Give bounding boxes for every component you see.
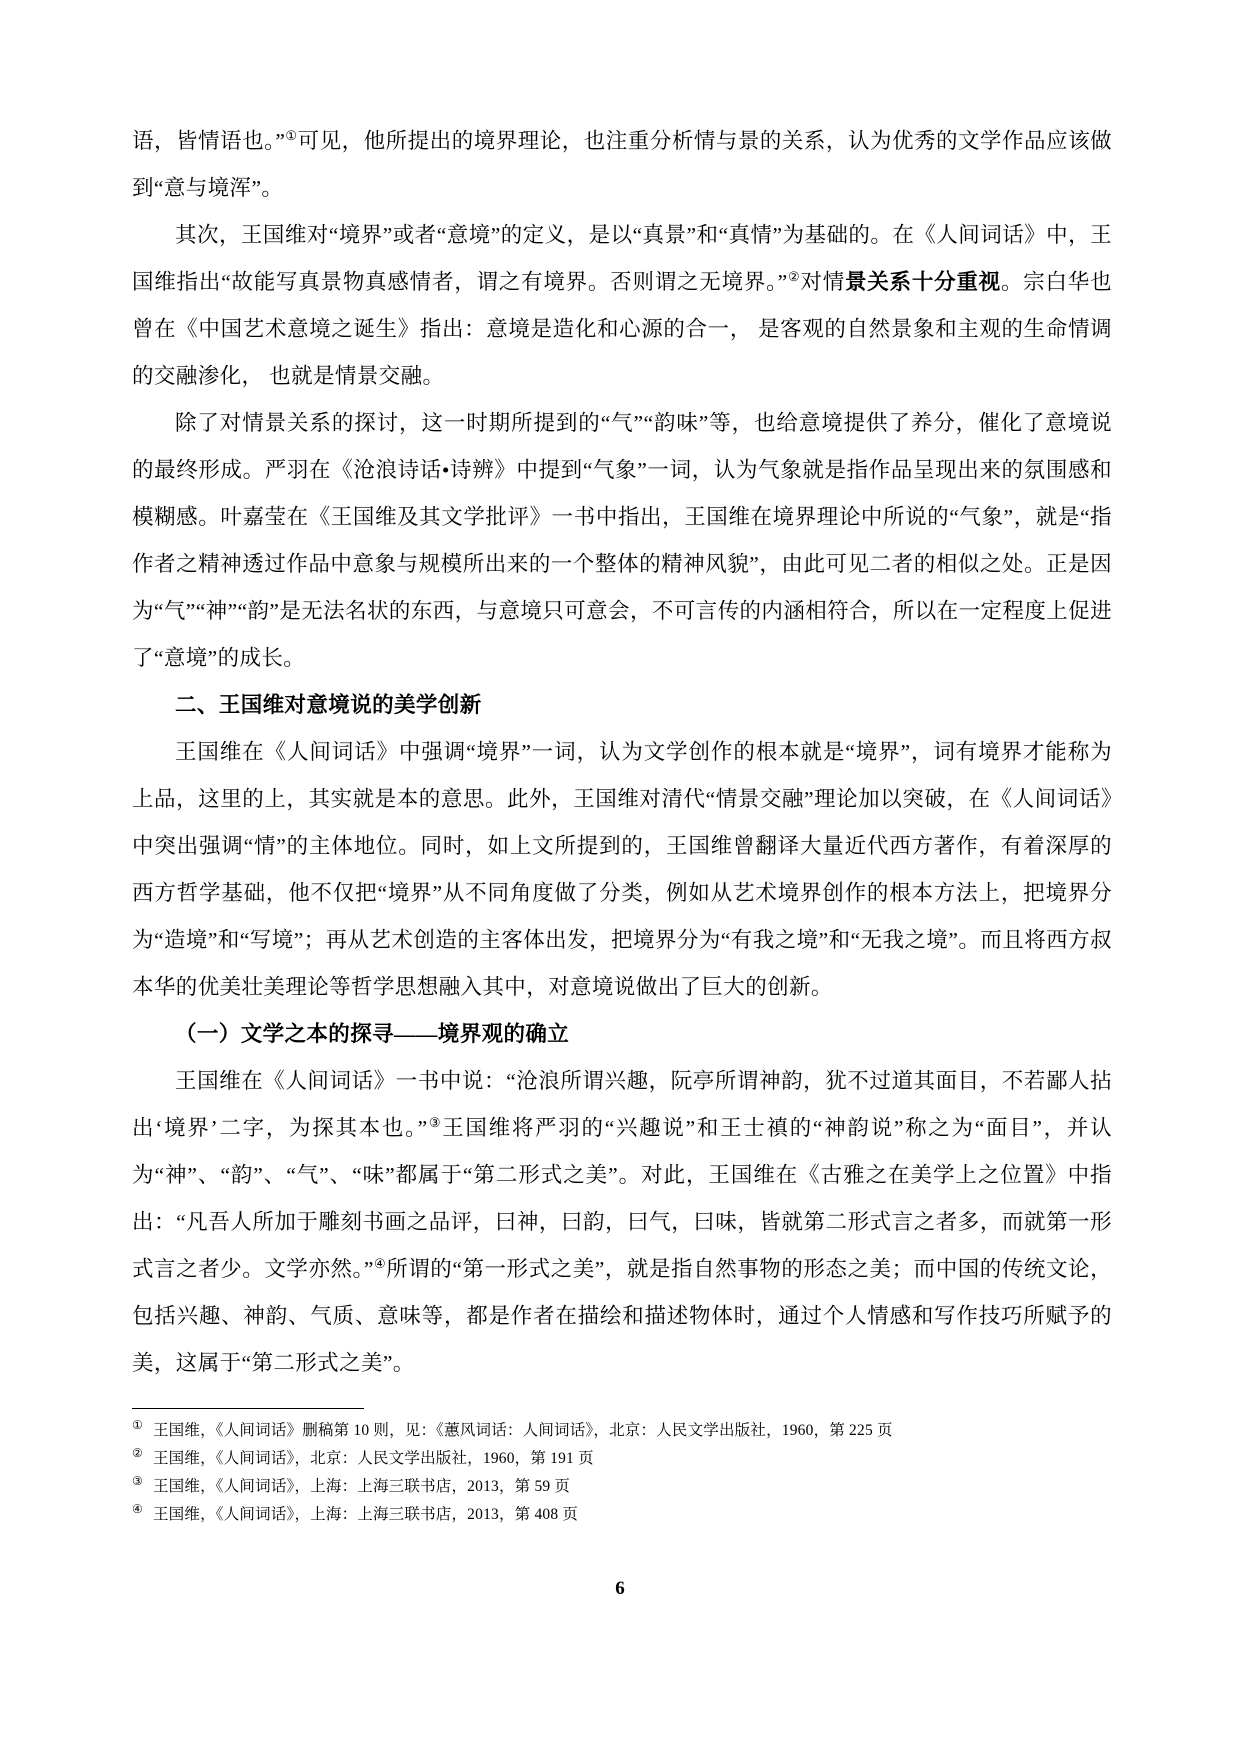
footnote-section: [132, 1408, 1112, 1529]
text-run: 可见，他所提出的境界理论，也注重分析情与景的关系，认为优秀的文学作品应该做到“意与境浑”。: [132, 129, 1112, 200]
section-heading: [132, 1011, 1112, 1058]
footnote-list: [132, 1417, 1112, 1529]
footnote-separator: [132, 1408, 364, 1409]
page-number: 6: [615, 1578, 625, 1599]
body-paragraph: [132, 212, 1112, 400]
footnote-text: 王国维，《人间词话》删稿第 10 则，见：《蕙风词话：人间词话》，北京：人民文学出版社，1960，第 225 页: [152, 1422, 893, 1439]
footnote-reference: ①: [285, 127, 298, 143]
text-run: 所谓的“第一形式之美”，就是指自然事物的形态之美；而中国的传统文论，包括兴趣、神韵、气质、意味等，都是作者在描绘和描述物体时，通过个人情感和写作技巧所赋予的美，这属于“第二形式之美”。: [132, 1257, 1112, 1375]
footnote-marker: ③: [132, 1473, 143, 1488]
emphasis-text: （一）文学之本的探寻——境界观的确立: [175, 1022, 570, 1046]
body-paragraph: [132, 1058, 1112, 1387]
footnote-reference: ②: [787, 268, 801, 284]
footnote-text: 王国维，《人间词话》，上海：上海三联书店，2013，第 59 页: [152, 1478, 571, 1495]
footnote-marker: ④: [132, 1501, 143, 1516]
footnote-marker: ②: [132, 1445, 143, 1460]
footnote-reference: ③: [427, 1114, 443, 1130]
text-run: 语，皆情语也。”: [132, 129, 286, 153]
emphasis-text: 二、王国维对意境说的美学创新: [175, 693, 482, 717]
text-run: 对情: [800, 270, 845, 294]
footnote-marker: ①: [132, 1417, 143, 1432]
footnote-item: [132, 1501, 1112, 1529]
body-paragraph: [132, 729, 1112, 1011]
section-heading: [132, 682, 1112, 729]
text-run: 王国维在《人间词话》中强调“境界”一词，认为文学创作的根本就是“境界”，词有境界才能称为上品，这里的上，其实就是本的意思。此外，王国维对清代“情景交融”理论加以突破，在《人间词话》中突出强调“情”的主体地位。同时，如上文所提到的，王国维曾翻译大量近代西方著作，有着深厚的西方哲学基础，他不仅把“境界”从不同角度做了分类，例如从艺术境界创作的根本方法上，把境界分为“造境”和“写境”；再从艺术创造的主客体出发，把境界分为“有我之境”和“无我之境”。而且将西方叔本华的优美壮美理论等哲学思想融入其中，对意境说做出了巨大的创新。: [132, 740, 1112, 999]
page-body: [132, 118, 1112, 1387]
footnote-item: [132, 1445, 1112, 1473]
footnote-text: 王国维，《人间词话》，北京：人民文学出版社，1960，第 191 页: [152, 1450, 594, 1467]
footnote-item: [132, 1473, 1112, 1501]
paragraph-list: [132, 118, 1112, 1387]
body-paragraph: [132, 400, 1112, 682]
footnote-text: 王国维，《人间词话》，上海：上海三联书店，2013，第 408 页: [152, 1506, 579, 1523]
text-run: 王国维将严羽的“兴趣说”和王士禛的“神韵说”称之为“面目”，并认为“神”、“韵”、“气”、“味”都属于“第二形式之美”。对此，王国维在《古雅之在美学上之位置》中指出：“凡吾人所加于雕刻书画之品评，曰神，曰韵，曰气，曰味，皆就第二形式言之者多，而就第一形式言之者少。文学亦然。”: [132, 1116, 1112, 1281]
footnote-item: [132, 1417, 1112, 1445]
text-run: 除了对情景关系的探讨，这一时期所提到的“气”“韵味”等，也给意境提供了养分，催化了意境说的最终形成。严羽在《沧浪诗话•诗辨》中提到“气象”一词，认为气象就是指作品呈现出来的氛围感和模糊感。叶嘉莹在《王国维及其文学批评》一书中指出，王国维在境界理论中所说的“气象”，就是“指作者之精神透过作品中意象与规模所出来的一个整体的精神风貌”，由此可见二者的相似之处。正是因为“气”“神”“韵”是无法名状的东西，与意境只可意会，不可言传的内涵相符合，所以在一定程度上促进了“意境”的成长。: [132, 411, 1112, 670]
text-run: 王国维在《人间词话》一书中说：“沧浪所谓兴趣，阮亭所谓神韵，犹不过道其面目，不若鄙人拈出‘境界’二字，为探其本也。”: [132, 1069, 1112, 1140]
text-run: 其次，王国维对“境界”或者“意境”的定义，是以“真景”和“真情”为基础的。在《人间词话》中，王国维指出“故能写真景物真感情者，谓之有境界。否则谓之无境界。”: [132, 223, 1112, 294]
body-paragraph: [132, 118, 1112, 212]
emphasis-text: 景关系十分重视: [844, 270, 1001, 294]
text-run: 。宗白华也曾在《中国艺术意境之诞生》指出：意境是造化和心源的合一， 是客观的自然景象和主观的生命情调的交融渗化， 也就是情景交融。: [132, 270, 1112, 388]
footnote-reference: ④: [373, 1255, 387, 1271]
